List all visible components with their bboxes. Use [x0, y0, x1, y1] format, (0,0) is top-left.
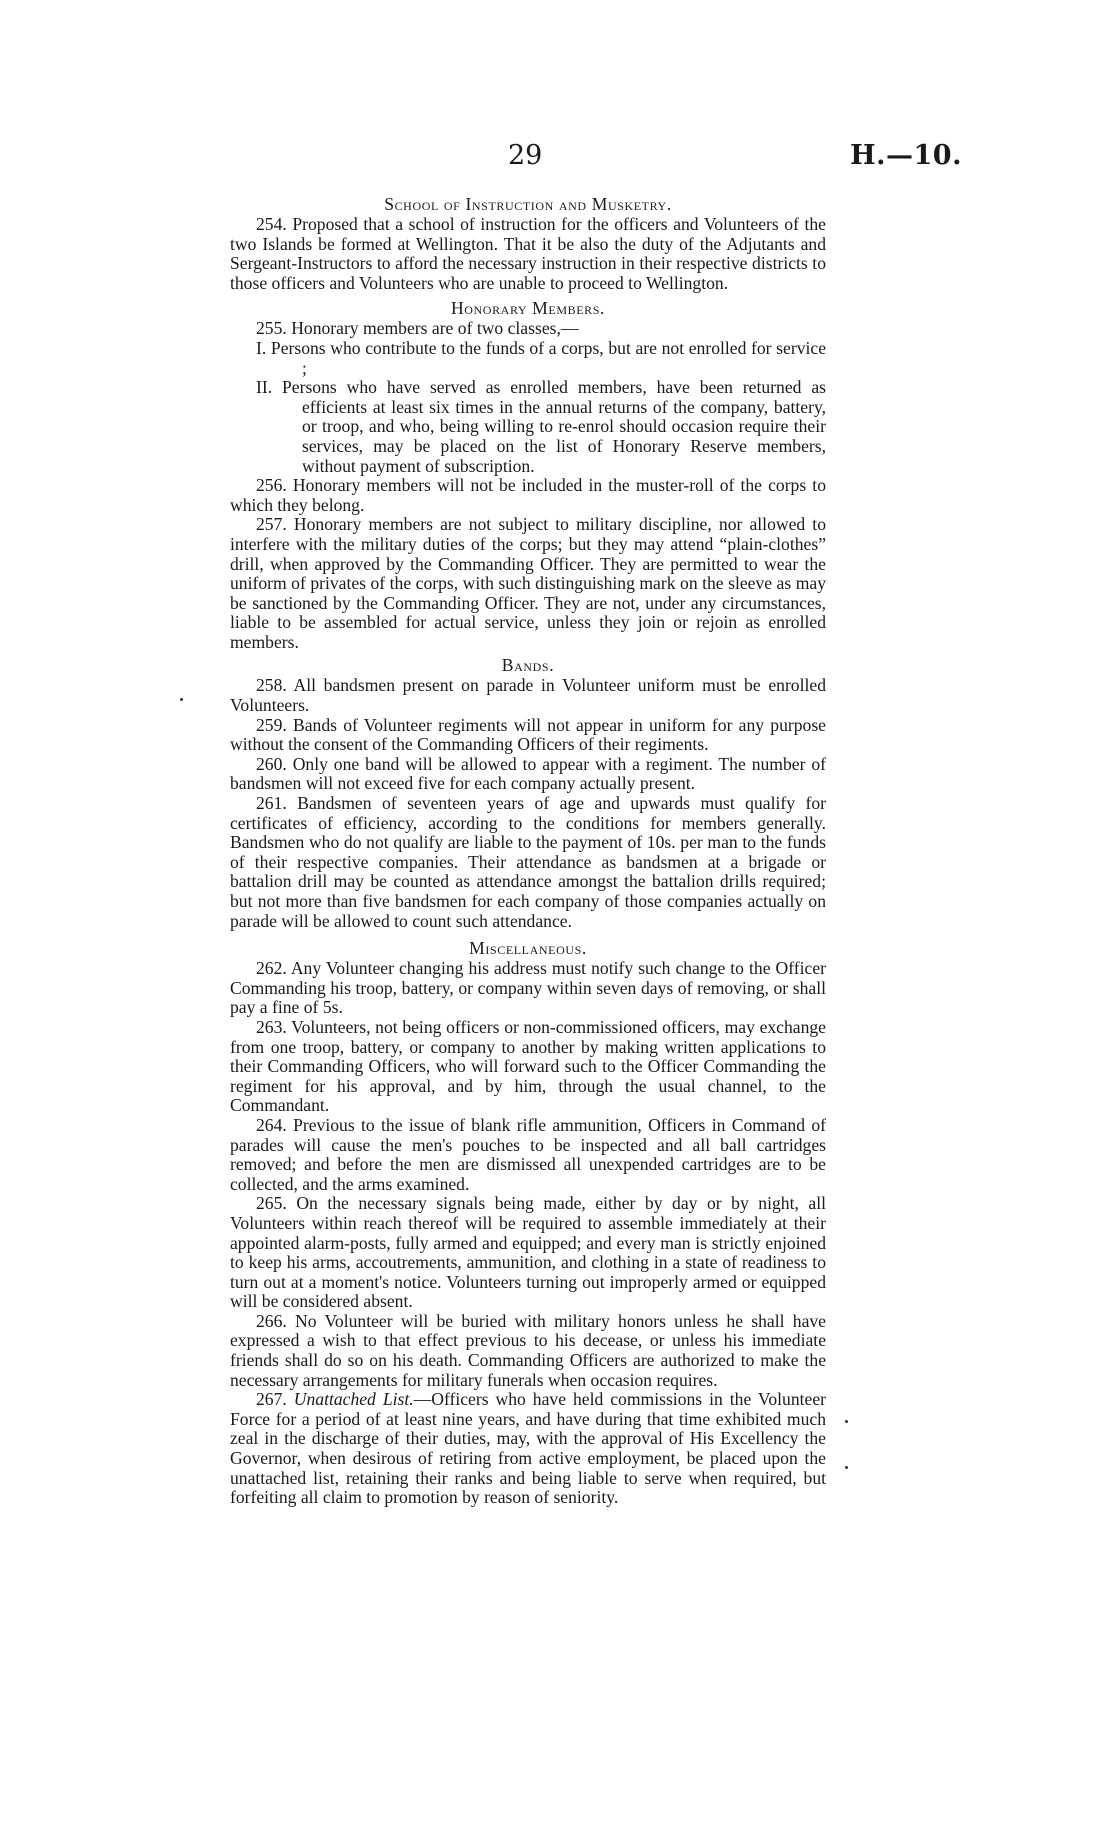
list-item-class-1: I. Persons who contribute to the funds of a corps, but are not enrolled for service ; — [256, 337, 826, 378]
paragraph-266: 266. No Volunteer will be buried with military honors unless he shall have expressed a wish to that effect previous to his decease, or unless his immediate friends shall do so on his death. Commanding Officers are authorized to make the necessary arrangements for military funerals when occasion requires. — [230, 1310, 826, 1390]
section-heading-school: School of Instruction and Musketry. — [384, 194, 672, 214]
paragraph-262: 262. Any Volunteer changing his address must notify such change to the Officer Commanding his troop, battery, or company within seven days of removing, or shall pay a fine of 5s. — [230, 958, 826, 1018]
paragraph-267-number: 267. — [256, 1389, 294, 1410]
paragraph-259: 259. Bands of Volunteer regiments will not appear in uniform for any purpose without the consent of the Commanding Officers of their regiments. — [230, 714, 826, 755]
page-header — [0, 140, 1114, 180]
section-heading-miscellaneous: Miscellaneous. — [469, 938, 587, 959]
paragraph-263: 263. Volunteers, not being officers or non-commissioned officers, may exchange from one troop, battery, or company to another by making written applications to their Commanding Officers, who will forward such to the Officer Commanding the regiment for his approval, and by him, through the usual channel, to the Commandant. — [230, 1016, 826, 1116]
paragraph-261: 261. Bandsmen of seventeen years of age and upwards must qualify for certificates of efficiency, according to the conditions for members generally. Bandsmen who do not qualify are liable to the payment of 10s. per man to the funds of their respective companies. Their attendance as bandsmen at a brigade or battalion drill may be counted as attendance amongst the battalion drills required; but not more than five bandsmen for each company of those companies actually on parade will be allowed to count such attendance. — [230, 793, 826, 931]
paragraph-256: 256. Honorary members will not be included in the muster-roll of the corps to which they belong. — [230, 475, 826, 515]
page-content — [230, 194, 826, 1508]
paragraph-257: 257. Honorary members are not subject to military discipline, nor allowed to interfere with the military duties of the corps; but they may attend “plain-clothes” drill, when approved by the Commanding Officer. They are permitted to wear the uniform of privates of the corps, with such distinguishing mark on the sleeve as may be sanctioned by the Commanding Officer. They are not, under any circumstances, liable to be assembled for actual service, unless they join or rejoin as enrolled members. — [230, 514, 826, 652]
margin-dot — [180, 698, 183, 701]
paragraph-264: 264. Previous to the issue of blank rifle ammunition, Officers in Command of parades will cause the men's pouches to be inspected and all ball cartridges removed; and before the men are dismissed all unexpended cartridges are to be collected, and the arms examined. — [230, 1114, 826, 1194]
paragraph-265: 265. On the necessary signals being made, either by day or by night, all Volunteers within reach thereof will be required to assemble immediately at their appointed alarm-posts, fully armed and equipped; and every man is strictly enjoined to keep his arms, accoutrements, ammunition, and clothing in a state of readiness to turn out at a moment's notice. Volunteers turning out improperly armed or equipped will be considered absent. — [230, 1193, 826, 1312]
paragraph-255: 255. Honorary members are of two classes,— — [256, 318, 579, 339]
margin-dot — [845, 1420, 848, 1423]
margin-dot — [845, 1466, 848, 1469]
paragraph-258: 258. All bandsmen present on parade in Volunteer uniform must be enrolled Volunteers. — [230, 675, 826, 716]
paragraph-267 — [230, 1390, 826, 1508]
page-number: 29 — [508, 140, 543, 171]
section-heading-honorary: Honorary Members. — [450, 298, 606, 319]
list-item-class-2: II. Persons who have served as enrolled members, have been returned as efficients at least six times in the annual returns of the company, battery, or troop, and who, being willing to re-enrol should occasion require their services, may be placed on the list of Honorary Reserve members, without payment of subscription. — [256, 377, 826, 476]
paragraph-267-body: —Officers who have held commissions in the Volunteer Force for a period of at least nine years, and have during that time exhibited much zeal in the discharge of their duties, may, with the approval of His Excellency the Governor, when desirous of retiring from active employment, be placed upon the unattached list, retaining their ranks and being liable to serve when required, but forfeiting all claim to promotion by reason of seniority. — [230, 1389, 826, 1508]
paragraph-260: 260. Only one band will be allowed to appear with a regiment. The number of bandsmen will not exceed five for each company actually present. — [230, 753, 826, 794]
section-heading-bands: Bands. — [501, 655, 555, 676]
paragraph-254: 254. Proposed that a school of instruction for the officers and Volunteers of the two Islands be formed at Wellington. That it be also the duty of the Adjutants and Sergeant-Instructors to afford the necessary instruction in their respective districts to those officers and Volunteers who are unable to proceed to Wellington. — [230, 214, 826, 293]
paragraph-267-title: Unattached List. — [293, 1389, 414, 1410]
document-reference: H.—10. — [850, 140, 962, 171]
